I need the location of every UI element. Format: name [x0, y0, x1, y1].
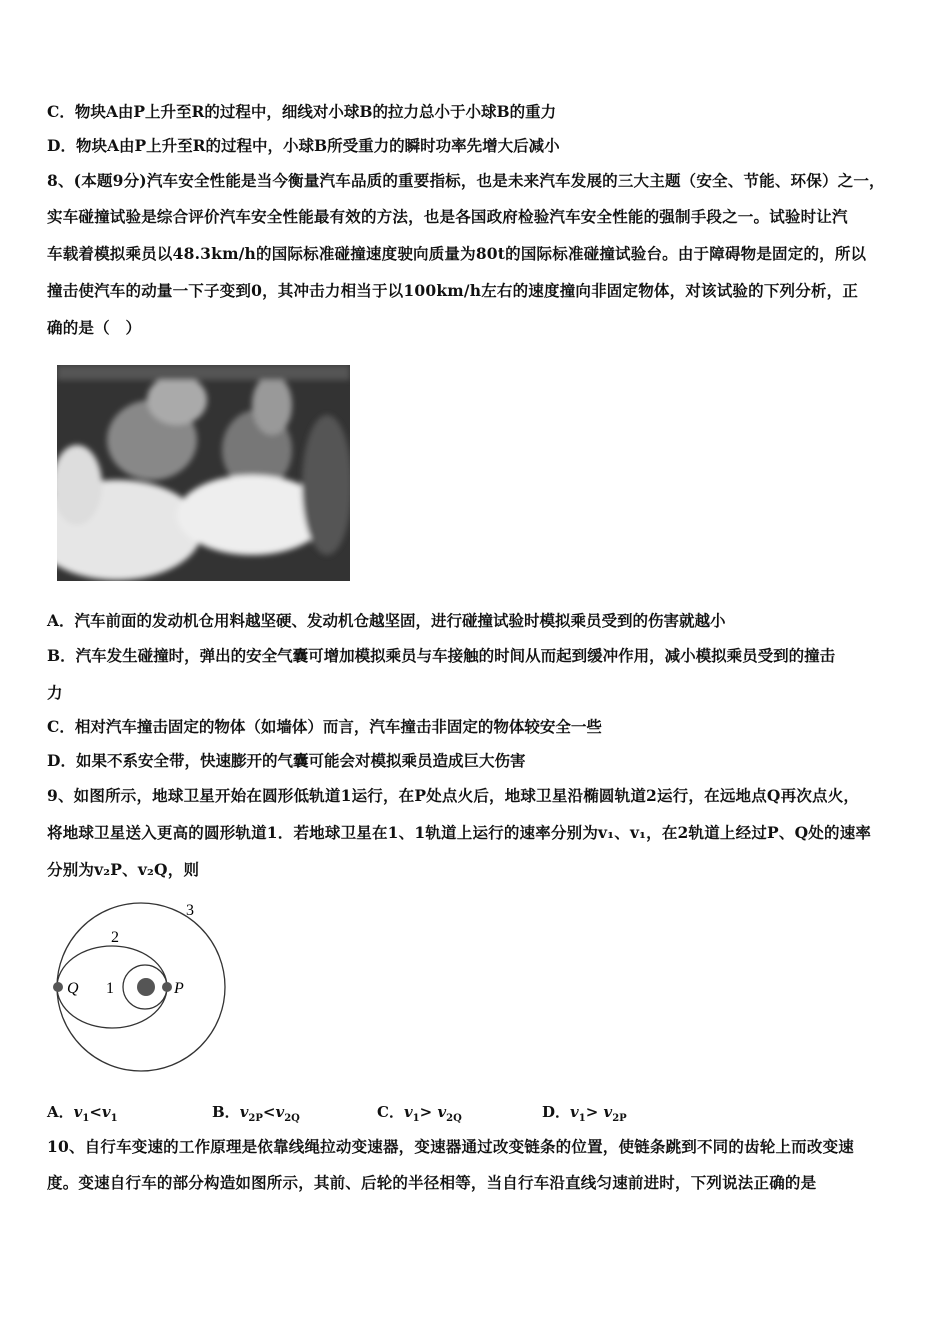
- q10-line: 10、自行车变速的工作原理是依靠线绳拉动变速器，变速器通过改变链条的位置，使链条跳到不同的齿轮上而改变速: [47, 1137, 854, 1156]
- q9-line: 将地球卫星送入更高的圆形轨道1．若地球卫星在1、1轨道上运行的速率分别为v₁、v₁，在2轨道上经过P、Q处的速率: [47, 823, 872, 842]
- op: >: [585, 1103, 604, 1121]
- q9-option-b: [212, 1101, 300, 1124]
- var: v: [437, 1103, 447, 1121]
- orbit-diagram: [40, 890, 240, 1080]
- op: <: [262, 1103, 276, 1121]
- option-label: B．: [212, 1103, 240, 1121]
- var: v: [403, 1103, 413, 1121]
- earth: [137, 978, 155, 996]
- var: v: [570, 1103, 579, 1121]
- q8-option-d: D．如果不系安全带，快速膨开的气囊可能会对模拟乘员造成巨大伤害: [47, 751, 526, 770]
- q8-line: 确的是（ ）: [47, 318, 142, 337]
- var: v: [73, 1103, 83, 1121]
- sub: 2Q: [284, 1113, 300, 1124]
- label-orbit-2: 2: [111, 929, 119, 946]
- q9-option-c: [377, 1101, 462, 1124]
- q8-option-a: A．汽车前面的发动机仓用料越坚硬、发动机仓越坚固，进行碰撞试验时模拟乘员受到的伤害就越小: [47, 611, 726, 630]
- sub: 1: [412, 1113, 420, 1124]
- var: v: [239, 1103, 249, 1121]
- crash-test-photo: [57, 365, 350, 581]
- label-q: Q: [67, 980, 79, 997]
- q8-option-c: C．相对汽车撞击固定的物体（如墙体）而言，汽车撞击非固定的物体较安全一些: [47, 717, 602, 736]
- sub: 2P: [248, 1113, 263, 1124]
- q7-option-d: D．物块A由P上升至R的过程中，小球B所受重力的瞬时功率先增大后减小: [47, 136, 560, 155]
- point-p: [162, 982, 172, 992]
- label-orbit-1: 1: [106, 980, 114, 997]
- q8-option-b-cont: 力: [47, 683, 63, 702]
- q8-line: 8、(本题9分)汽车安全性能是当今衡量汽车品质的重要指标，也是未来汽车发展的三大主题（安全、节能、环保）之一，: [47, 171, 885, 190]
- q8-line: 车载着模拟乘员以48.3km/h的国际标准碰撞速度驶向质量为80t的国际标准碰撞试验台。由于障碍物是固定的，所以: [47, 244, 867, 263]
- q7-option-c: C．物块A由P上升至R的过程中，细线对小球B的拉力总小于小球B的重力: [47, 102, 557, 121]
- q8-line: 撞击使汽车的动量一下子变到0，其冲击力相当于以100km/h左右的速度撞向非固定物体，对该试验的下列分析，正: [47, 281, 859, 300]
- q8-line: 实车碰撞试验是综合评价汽车安全性能最有效的方法，也是各国政府检验汽车安全性能的强制手段之一。试验时让汽: [47, 207, 848, 226]
- point-q: [53, 982, 63, 992]
- op: <: [89, 1103, 102, 1121]
- q8-option-b: B．汽车发生碰撞时，弹出的安全气囊可增加模拟乘员与车接触的时间从而起到缓冲作用，减小模拟乘员受到的撞击: [47, 646, 836, 665]
- label-p: P: [174, 980, 184, 997]
- option-label: D．: [542, 1103, 571, 1121]
- sub: 2P: [612, 1113, 627, 1124]
- q9-line: 分别为v₂P、v₂Q，则: [47, 860, 200, 879]
- q9-option-d: [542, 1101, 627, 1124]
- q9-option-a: [47, 1101, 118, 1124]
- sub: 1: [578, 1113, 586, 1124]
- var: v: [603, 1103, 613, 1121]
- label-orbit-3: 3: [186, 902, 194, 919]
- option-label: C．: [377, 1103, 404, 1121]
- q9-line: 9、如图所示，地球卫星开始在圆形低轨道1运行，在P处点火后，地球卫星沿椭圆轨道2运行，在远地点Q再次点火，: [47, 786, 860, 805]
- sub: 1: [110, 1113, 118, 1124]
- sub: 1: [82, 1113, 90, 1124]
- q10-line: 度。变速自行车的部分构造如图所示，其前、后轮的半径相等，当自行车沿直线匀速前进时，下列说法正确的是: [47, 1173, 817, 1192]
- var: v: [101, 1103, 111, 1121]
- sub: 2Q: [446, 1113, 462, 1124]
- var: v: [275, 1103, 285, 1121]
- op: >: [419, 1103, 438, 1121]
- option-label: A．: [47, 1103, 74, 1121]
